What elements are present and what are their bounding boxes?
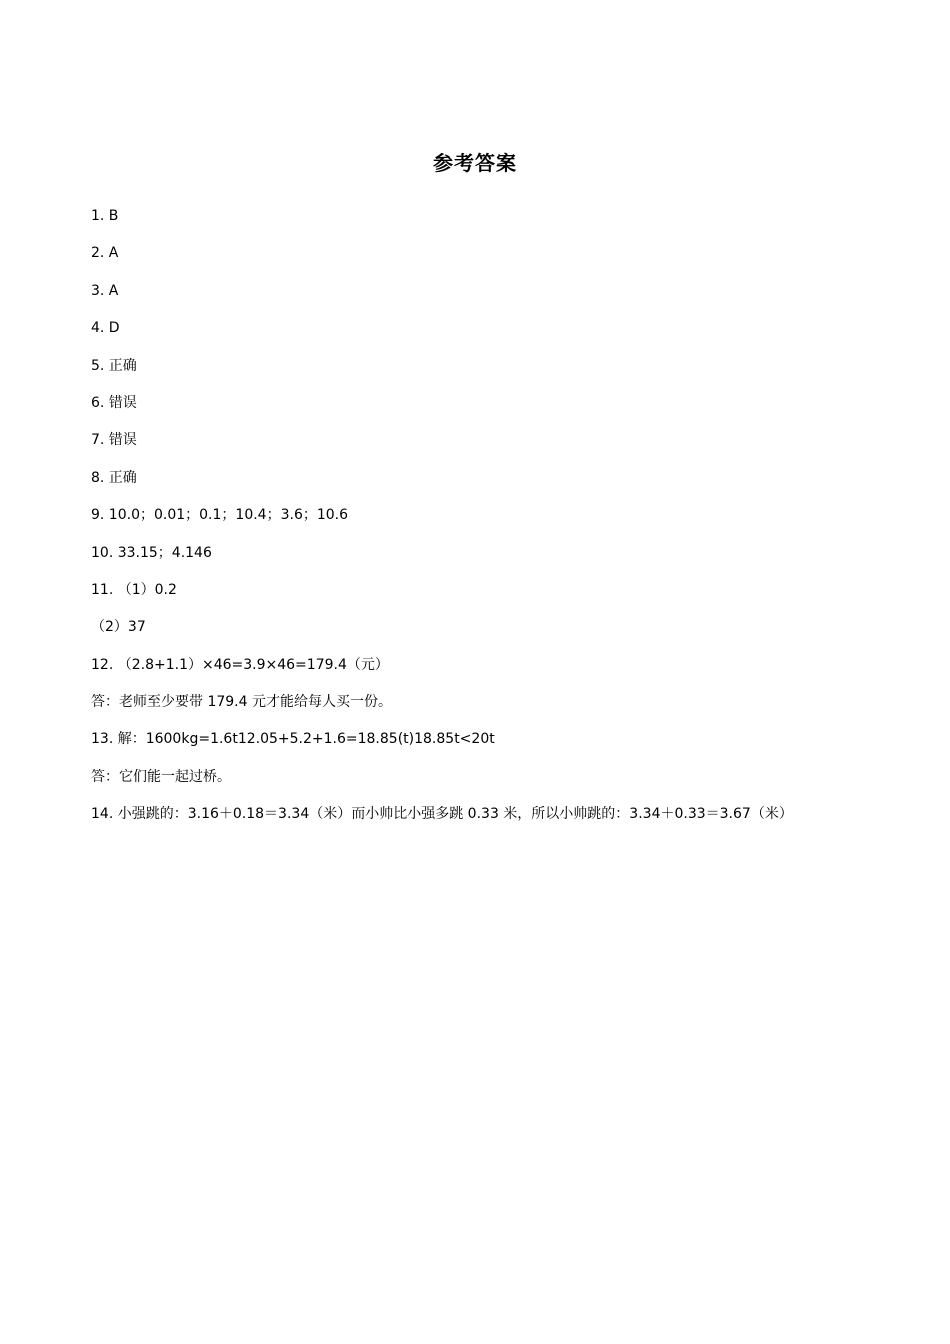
page-title: 参考答案 (433, 151, 517, 175)
answer-line: 13. 解：1600kg=1.6t12.05+5.2+1.6=18.85(t)18.85t<20t (91, 731, 495, 748)
answer-line: 14. 小强跳的：3.16＋0.18＝3.34（米）而小帅比小强多跳 0.33 米，所以小帅跳的：3.34＋0.33＝3.67（米） (91, 806, 793, 823)
answer-line: 8. 正确 (91, 469, 137, 486)
answer-line: 2. A (91, 245, 119, 262)
answer-line: 1. B (91, 208, 119, 224)
answer-list (91, 204, 931, 840)
answer-line: 3. A (91, 282, 119, 299)
answer-line: 7. 错误 (91, 432, 137, 449)
answer-line: 4. D (91, 320, 120, 337)
answer-line: 5. 正确 (91, 357, 137, 374)
answer-line: （2）37 (91, 619, 146, 636)
answer-line: 答：它们能一起过桥。 (91, 768, 231, 785)
answer-line: 9. 10.0；0.01；0.1；10.4；3.6；10.6 (91, 507, 349, 524)
answer-line: 答：老师至少要带 179.4 元才能给每人买一份。 (91, 694, 392, 711)
answer-line: 10. 33.15；4.146 (91, 544, 212, 561)
answer-line: 11. （1）0.2 (91, 581, 177, 598)
answer-line: 6. 错误 (91, 394, 137, 411)
answer-line: 12. （2.8+1.1）×46=3.9×46=179.4（元） (91, 656, 389, 673)
